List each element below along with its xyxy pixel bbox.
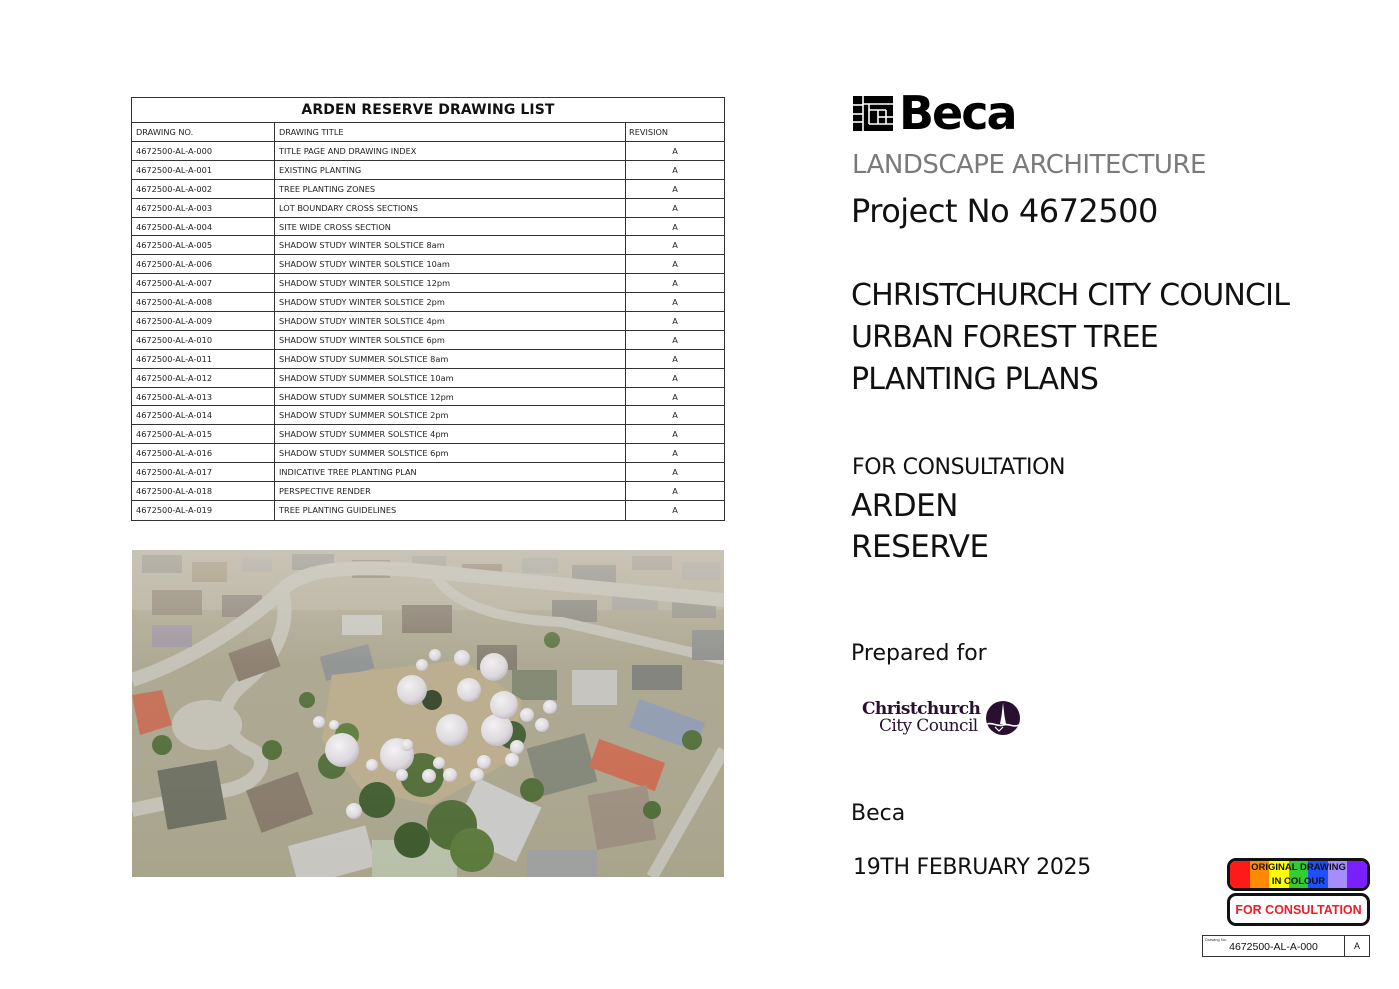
drawing-number-cell: 4672500-AL-A-002 xyxy=(132,180,275,198)
site-name-line-2: RESERVE xyxy=(851,529,989,565)
drawing-list-body xyxy=(132,142,724,520)
drawing-title-cell: TREE PLANTING GUIDELINES xyxy=(275,501,626,520)
drawing-title-cell: SHADOW STUDY WINTER SOLSTICE 8am xyxy=(275,236,626,254)
table-row xyxy=(132,255,724,274)
drawing-title-cell: SHADOW STUDY WINTER SOLSTICE 2pm xyxy=(275,293,626,311)
revision-cell: A xyxy=(672,278,678,289)
revision-cell: A xyxy=(672,145,678,156)
drawing-number-cell: 4672500-AL-A-001 xyxy=(132,161,275,179)
prepared-for-label: Prepared for xyxy=(851,641,987,666)
table-row xyxy=(132,388,724,407)
revision-cell: A xyxy=(672,448,678,459)
revision-cell: A xyxy=(672,485,678,496)
aerial-image-icon xyxy=(132,550,724,877)
table-header-row xyxy=(132,123,724,142)
drawing-title-cell: SHADOW STUDY SUMMER SOLSTICE 4pm xyxy=(275,425,626,443)
plot-note-vertical xyxy=(1374,848,1384,958)
beca-logo xyxy=(853,86,1016,140)
drawing-title-cell: SHADOW STUDY WINTER SOLSTICE 10am xyxy=(275,255,626,273)
original-drawing-in-colour-stamp xyxy=(1227,858,1370,891)
table-row xyxy=(132,312,724,331)
drawing-title-cell: SHADOW STUDY SUMMER SOLSTICE 10am xyxy=(275,369,626,387)
project-title-line-2: URBAN FOREST TREE xyxy=(851,320,1158,355)
christchurch-city-council-logo xyxy=(862,700,1021,736)
beca-logo-text: Beca xyxy=(899,86,1016,140)
drawing-title-cell: TITLE PAGE AND DRAWING INDEX xyxy=(275,142,626,160)
table-row xyxy=(132,161,724,180)
drawing-revision-value: A xyxy=(1353,941,1360,951)
column-header-drawing-title: DRAWING TITLE xyxy=(275,123,626,141)
for-consultation-stamp: FOR CONSULTATION xyxy=(1227,893,1370,926)
table-row xyxy=(132,199,724,218)
revision-cell: A xyxy=(672,164,678,175)
drawing-title-cell: INDICATIVE TREE PLANTING PLAN xyxy=(275,463,626,481)
drawing-list-title: ARDEN RESERVE DRAWING LIST xyxy=(132,98,724,123)
drawing-title-cell: SHADOW STUDY SUMMER SOLSTICE 8am xyxy=(275,350,626,368)
drawing-title-cell: SHADOW STUDY SUMMER SOLSTICE 12pm xyxy=(275,388,626,406)
drawing-number-cell: 4672500-AL-A-005 xyxy=(132,236,275,254)
drawing-number-cell: 4672500-AL-A-010 xyxy=(132,331,275,349)
drawing-number-box xyxy=(1202,935,1370,957)
ccc-logo-line-2: City Council xyxy=(879,716,978,736)
discipline-label: LANDSCAPE ARCHITECTURE xyxy=(852,150,1206,180)
table-row xyxy=(132,218,724,237)
revision-cell: A xyxy=(672,429,678,440)
drawing-number-cell: 4672500-AL-A-012 xyxy=(132,369,275,387)
column-header-revision: REVISION xyxy=(629,127,669,137)
drawing-title-cell: SHADOW STUDY WINTER SOLSTICE 6pm xyxy=(275,331,626,349)
revision-cell: A xyxy=(672,505,678,516)
column-header-drawing-no: DRAWING NO. xyxy=(132,123,275,141)
drawing-number-cell: 4672500-AL-A-003 xyxy=(132,199,275,217)
table-row xyxy=(132,444,724,463)
drawing-number-value: 4672500-AL-A-000 xyxy=(1229,941,1318,953)
drawing-number-cell: 4672500-AL-A-011 xyxy=(132,350,275,368)
revision-cell: A xyxy=(672,353,678,364)
project-title-line-1: CHRISTCHURCH CITY COUNCIL xyxy=(851,278,1290,313)
revision-cell: A xyxy=(672,183,678,194)
drawing-number-cell: 4672500-AL-A-018 xyxy=(132,482,275,500)
drawing-title-cell: SHADOW STUDY SUMMER SOLSTICE 6pm xyxy=(275,444,626,462)
revision-cell: A xyxy=(672,315,678,326)
revision-cell: A xyxy=(672,334,678,345)
table-row xyxy=(132,236,724,255)
drawing-number-cell: 4672500-AL-A-006 xyxy=(132,255,275,273)
status-label: FOR CONSULTATION xyxy=(852,455,1066,480)
table-row xyxy=(132,501,724,520)
drawing-number-label: Drawing No. xyxy=(1205,937,1228,942)
drawing-number-cell: 4672500-AL-A-008 xyxy=(132,293,275,311)
table-row xyxy=(132,180,724,199)
beca-logo-mark-icon xyxy=(853,96,893,131)
drawing-list-table xyxy=(131,97,725,521)
drawing-number-cell: 4672500-AL-A-000 xyxy=(132,142,275,160)
table-row xyxy=(132,482,724,501)
table-row xyxy=(132,425,724,444)
drawing-number-cell: 4672500-AL-A-007 xyxy=(132,274,275,292)
table-row xyxy=(132,293,724,312)
revision-cell: A xyxy=(672,372,678,383)
table-row xyxy=(132,274,724,293)
table-row xyxy=(132,369,724,388)
prepared-by: Beca xyxy=(851,801,906,826)
drawing-title-cell: PERSPECTIVE RENDER xyxy=(275,482,626,500)
revision-cell: A xyxy=(672,259,678,270)
site-name-line-1: ARDEN xyxy=(851,488,958,524)
project-title-line-3: PLANTING PLANS xyxy=(851,362,1099,397)
revision-cell: A xyxy=(672,467,678,478)
table-row xyxy=(132,406,724,425)
drawing-number-cell: 4672500-AL-A-009 xyxy=(132,312,275,330)
table-row xyxy=(132,463,724,482)
drawing-title-cell: EXISTING PLANTING xyxy=(275,161,626,179)
revision-cell: A xyxy=(672,410,678,421)
revision-cell: A xyxy=(672,221,678,232)
drawing-title-cell: SITE WIDE CROSS SECTION xyxy=(275,218,626,236)
table-row xyxy=(132,142,724,161)
table-row xyxy=(132,331,724,350)
revision-cell: A xyxy=(672,240,678,251)
drawing-number-cell: 4672500-AL-A-016 xyxy=(132,444,275,462)
drawing-title-cell: SHADOW STUDY WINTER SOLSTICE 12pm xyxy=(275,274,626,292)
cathedral-spire-icon xyxy=(985,700,1021,736)
drawing-number-cell: 4672500-AL-A-013 xyxy=(132,388,275,406)
colour-stamp-line-2: IN COLOUR xyxy=(1271,875,1326,887)
project-number: Project No 4672500 xyxy=(851,192,1158,230)
revision-cell: A xyxy=(672,202,678,213)
drawing-title-cell: TREE PLANTING ZONES xyxy=(275,180,626,198)
drawing-title-cell: SHADOW STUDY SUMMER SOLSTICE 2pm xyxy=(275,406,626,424)
ccc-logo-line-1: Christchurch xyxy=(862,699,981,719)
issue-date: 19TH FEBRUARY 2025 xyxy=(853,855,1091,880)
aerial-render-image xyxy=(132,550,724,877)
revision-cell: A xyxy=(672,391,678,402)
drawing-number-cell: 4672500-AL-A-017 xyxy=(132,463,275,481)
drawing-number-cell: 4672500-AL-A-015 xyxy=(132,425,275,443)
revision-cell: A xyxy=(672,297,678,308)
drawing-number-cell: 4672500-AL-A-019 xyxy=(132,501,275,520)
table-row xyxy=(132,350,724,369)
drawing-title-cell: SHADOW STUDY WINTER SOLSTICE 4pm xyxy=(275,312,626,330)
drawing-number-cell: 4672500-AL-A-004 xyxy=(132,218,275,236)
colour-stamp-line-1: ORIGINAL DRAWING xyxy=(1251,861,1346,873)
drawing-title-cell: LOT BOUNDARY CROSS SECTIONS xyxy=(275,199,626,217)
drawing-number-cell: 4672500-AL-A-014 xyxy=(132,406,275,424)
